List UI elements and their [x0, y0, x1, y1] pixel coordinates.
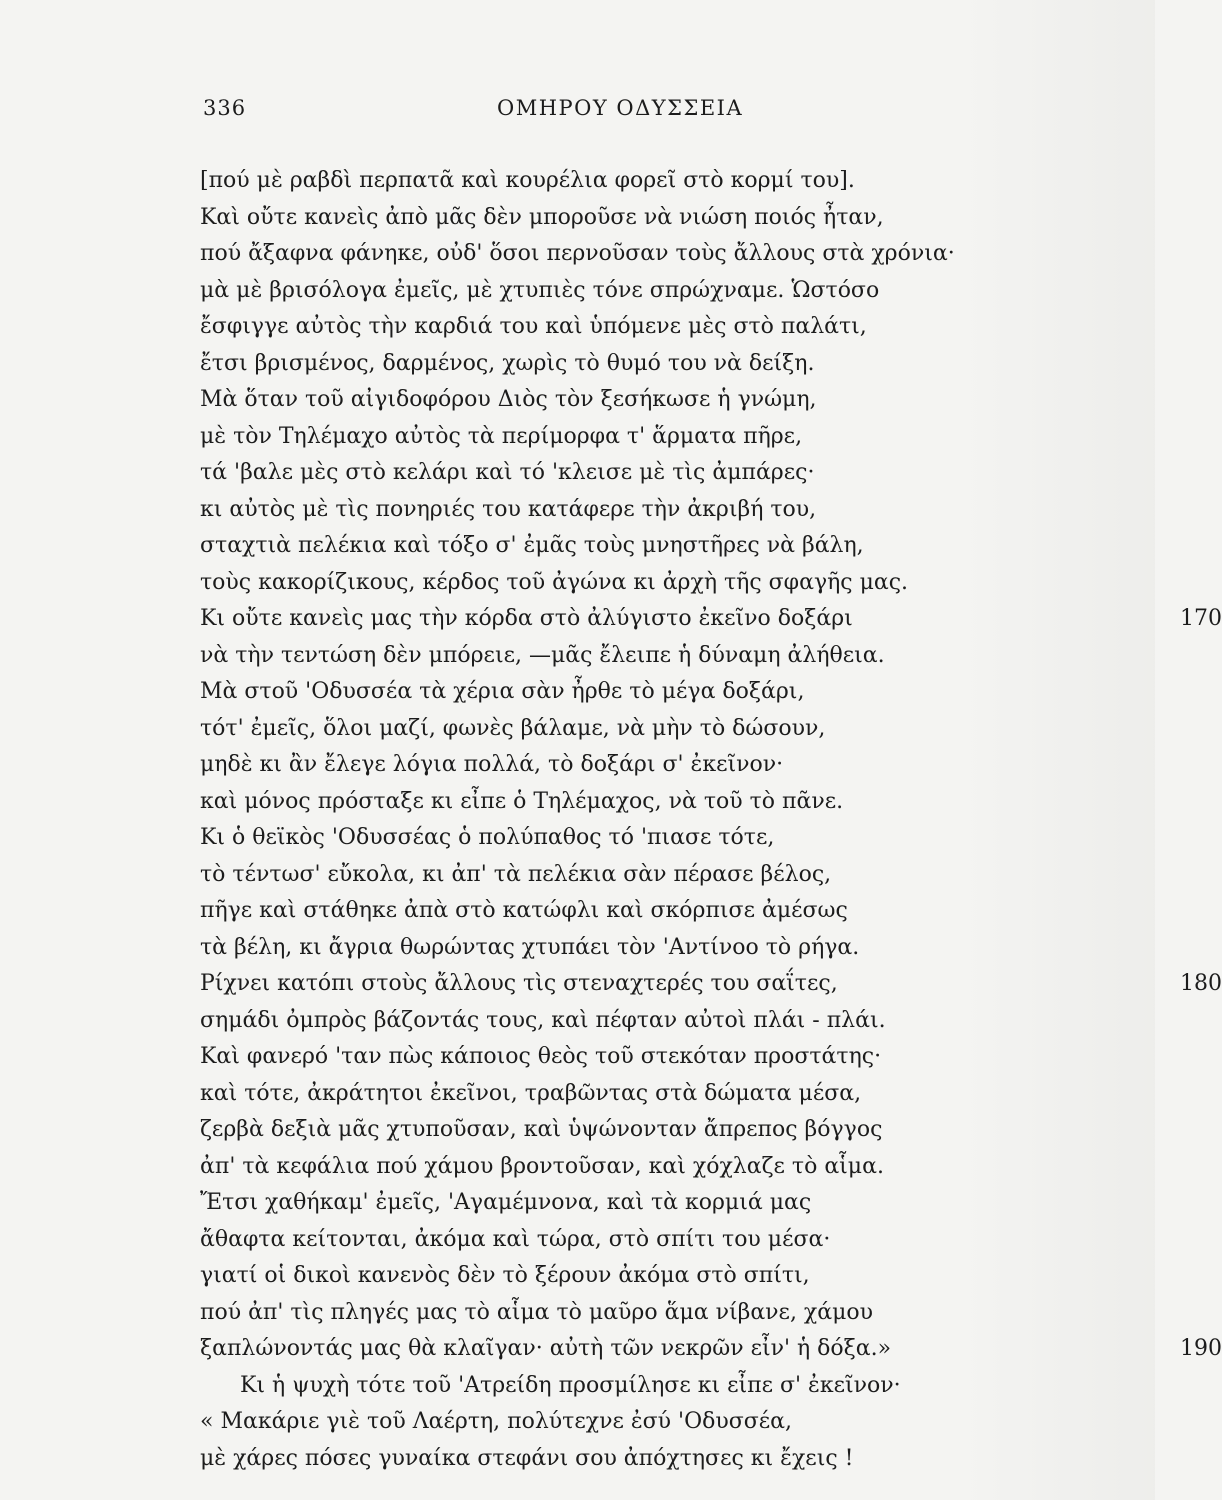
verse-text: [πού μὲ ραβδὶ περπατᾶ καὶ κουρέλια φορεῖ στὸ κορμί του].	[200, 168, 855, 193]
verse-text: γιατί οἱ δικοὶ κανενὸς δὲν τὸ ξέρουν ἀκόμα στὸ σπίτι,	[200, 1263, 810, 1288]
verse-line	[200, 966, 1222, 1003]
verse-line	[200, 1222, 960, 1259]
running-title: ΟΜΗΡΟΥ ΟΔΥΣΣΕΙΑ	[497, 96, 744, 120]
verse-text: πού ἀπ' τὶς πληγές μας τὸ αἷμα τὸ μαῦρο ἅμα νίβανε, χάμου	[200, 1299, 874, 1325]
verse-text: πού ἄξαφνα φάνηκε, οὐδ' ὅσοι περνοῦσαν τοὺς ἄλλους στὰ χρόνια·	[200, 241, 955, 266]
verse-text: Καὶ οὔτε κανεὶς ἀπὸ μᾶς δὲν μποροῦσε νὰ νιώση ποιός ἦταν,	[200, 204, 884, 230]
verse-line	[200, 930, 960, 967]
verse-text: ξαπλώνοντάς μας θὰ κλαῖγαν· αὐτὴ τῶν νεκρῶν εἶν' ἡ δόξα.»	[200, 1336, 892, 1361]
verse-line	[200, 601, 1222, 638]
verse-text: σταχτιὰ πελέκια καὶ τόξο σ' ἐμᾶς τοὺς μνηστῆρες νὰ βάλη,	[200, 533, 864, 558]
verse-text: ἄθαφτα κείτονται, ἀκόμα καὶ τώρα, στὸ σπίτι του μέσα·	[200, 1226, 831, 1252]
verse-text: Κι οὔτε κανεὶς μας τὴν κόρδα στὸ ἀλύγιστο ἐκεῖνο δοξάρι	[200, 606, 853, 631]
verse-line	[200, 1331, 1222, 1368]
verse-text: καὶ μόνος πρόσταξε κι εἶπε ὁ Τηλέμαχος, νὰ τοῦ τὸ πᾶνε.	[200, 788, 844, 814]
line-number: 180	[1180, 971, 1222, 996]
verse-line	[200, 419, 960, 456]
verse-text: καὶ τότε, ἀκράτητοι ἐκεῖνοι, τραβῶντας στὰ δώματα μέσα,	[200, 1080, 862, 1106]
verse-line	[200, 1441, 960, 1478]
line-number: 190	[1180, 1336, 1222, 1361]
verse-text: μὲ τὸν Τηλέμαχο αὐτὸς τὰ περίμορφα τ' ἅρματα πῆρε,	[200, 423, 803, 449]
verse-line	[200, 1368, 960, 1405]
verse-line	[200, 1112, 960, 1149]
verse-text: « Μακάριε γιὲ τοῦ Λαέρτη, πολύτεχνε ἐσύ 'Οδυσσέα,	[200, 1409, 793, 1434]
verse-line	[200, 1185, 960, 1222]
verse-line	[200, 163, 960, 200]
verse-line	[200, 1295, 960, 1332]
line-number: 170	[1180, 606, 1222, 631]
verse-line	[200, 1258, 960, 1295]
verse-text: τοὺς κακορίζικους, κέρδος τοῦ ἀγώνα κι ἀρχὴ τῆς σφαγῆς μας.	[200, 569, 909, 595]
verse-line	[200, 309, 960, 346]
verse-text: μηδὲ κι ἂν ἔλεγε λόγια πολλά, τὸ δοξάρι σ' ἐκεῖνον·	[200, 752, 784, 777]
verse-text: ζερβὰ δεξιὰ μᾶς χτυποῦσαν, καὶ ὑψώνονταν ἄπρεπος βόγγος	[200, 1117, 883, 1142]
verse-line	[200, 236, 960, 273]
verse-line	[200, 200, 960, 237]
verse-text: τὰ βέλη, κι ἄγρια θωρώντας χτυπάει τὸν 'Αντίνοο τὸ ρήγα.	[200, 934, 860, 960]
verse-line	[200, 1149, 960, 1186]
verse-line	[200, 784, 960, 821]
page-number: 336	[203, 96, 247, 120]
verse-line	[200, 747, 960, 784]
verse-text: κι αὐτὸς μὲ τὶς πονηριές του κατάφερε τὴν ἀκριβή του,	[200, 496, 817, 522]
verse-text: ἔσφιγγε αὐτὸς τὴν καρδιά του καὶ ὑπόμενε μὲς στὸ παλάτι,	[200, 314, 867, 339]
verse-line	[200, 1003, 960, 1040]
verse-text: μὲ χάρες πόσες γυναίκα στεφάνι σου ἀπόχτησες κι ἔχεις !	[200, 1445, 854, 1471]
verse-text: Καὶ φανερό 'ταν πὼς κάποιος θεὸς τοῦ στεκόταν προστάτης·	[200, 1044, 882, 1069]
verse-text: τὸ τέντωσ' εὔκολα, κι ἀπ' τὰ πελέκια σὰν πέρασε βέλος,	[200, 861, 832, 887]
verse-text: νὰ τὴν τεντώση δὲν μπόρειε, —μᾶς ἔλειπε ἡ δύναμη ἀλήθεια.	[200, 642, 885, 668]
verse-line	[200, 674, 960, 711]
verse-line	[200, 638, 960, 675]
verse-text: πῆγε καὶ στάθηκε ἀπὰ στὸ κατώφλι καὶ σκόρπισε ἀμέσως	[200, 898, 848, 923]
verse-text: σημάδι ὀμπρὸς βάζοντάς τους, καὶ πέφταν αὐτοὶ πλάι - πλάι.	[200, 1007, 886, 1033]
verse-line	[200, 273, 960, 310]
verse-line	[200, 820, 960, 857]
verse-line	[200, 382, 960, 419]
verse-line	[200, 455, 960, 492]
verse-line	[200, 857, 960, 894]
verse-text: τότ' ἐμεῖς, ὅλοι μαζί, φωνὲς βάλαμε, νὰ μὴν τὸ δώσουν,	[200, 715, 826, 741]
verse-line	[200, 1076, 960, 1113]
verse-line	[200, 565, 960, 602]
verse-line	[200, 492, 960, 529]
poem-text	[200, 163, 1222, 1477]
verse-line	[200, 1039, 960, 1076]
verse-line	[200, 1404, 960, 1441]
verse-text: Μὰ ὅταν τοῦ αἰγιδοφόρου Διὸς τὸν ξεσήκωσε ἡ γνώμη,	[200, 387, 817, 412]
verse-line	[200, 528, 960, 565]
verse-text: ἀπ' τὰ κεφάλια πού χάμου βροντοῦσαν, καὶ χόχλαζε τὸ αἷμα.	[200, 1153, 884, 1179]
verse-text: μὰ μὲ βρισόλογα ἐμεῖς, μὲ χτυπιὲς τόνε σπρώχναμε. Ὡστόσο	[200, 277, 880, 303]
verse-text: ἔτσι βρισμένος, δαρμένος, χωρὶς τὸ θυμό του νὰ δείξη.	[200, 350, 815, 376]
verse-text: Κι ὁ θεϊκὸς 'Οδυσσέας ὁ πολύπαθος τό 'πιασε τότε,	[200, 825, 775, 850]
verse-text: τά 'βαλε μὲς στὸ κελάρι καὶ τό 'κλεισε μὲ τὶς ἀμπάρες·	[200, 460, 815, 485]
verse-text: Μὰ στοῦ 'Οδυσσέα τὰ χέρια σὰν ἦρθε τὸ μέγα δοξάρι,	[200, 679, 805, 704]
verse-text: Κι ἡ ψυχὴ τότε τοῦ 'Ατρείδη προσμίλησε κι εἶπε σ' ἐκεῖνον·	[240, 1372, 901, 1398]
verse-line	[200, 711, 960, 748]
bleed-through-shading	[955, 0, 1155, 1500]
verse-line	[200, 893, 960, 930]
verse-text: Ἔτσι χαθήκαμ' ἐμεῖς, 'Αγαμέμνονα, καὶ τὰ κορμιά μας	[200, 1190, 812, 1215]
verse-line	[200, 346, 960, 383]
verse-text: Ρίχνει κατόπι στοὺς ἄλλους τὶς στεναχτερές του σαΐτες,	[200, 971, 838, 996]
